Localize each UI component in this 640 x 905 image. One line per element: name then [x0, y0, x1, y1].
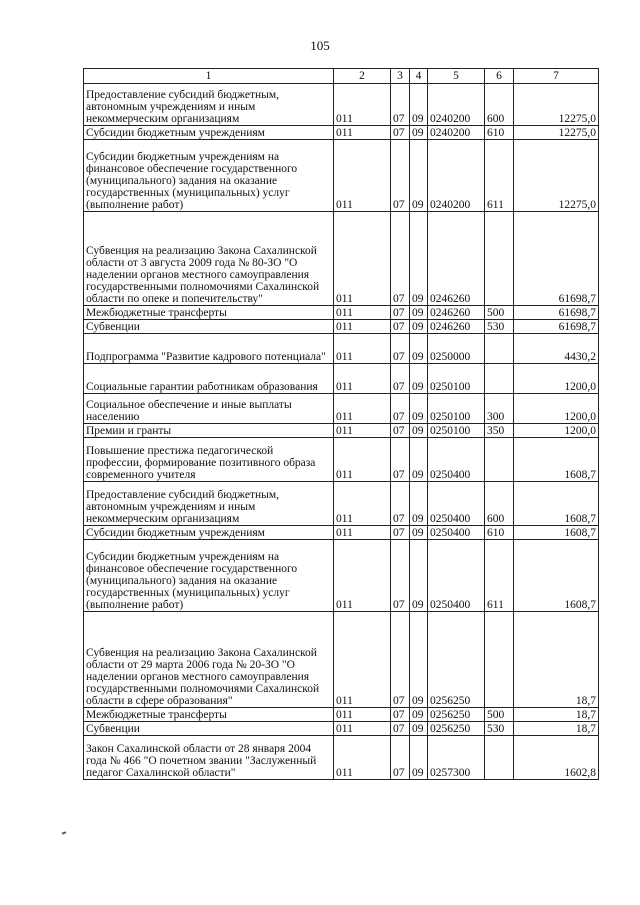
cell-name: Социальное обеспечение и иные выплаты населению: [84, 394, 334, 424]
cell-amount: 1608,7: [514, 482, 599, 526]
cell-ministry: 011: [334, 424, 391, 438]
cell-subsection: 09: [410, 708, 428, 722]
cell-amount: 1200,0: [514, 424, 599, 438]
table-row: [84, 612, 599, 708]
header-cell: 7: [514, 69, 599, 84]
cell-target-code: 0256250: [428, 722, 485, 736]
cell-amount: 1200,0: [514, 394, 599, 424]
header-cell: 4: [410, 69, 428, 84]
table-row: [84, 334, 599, 364]
cell-expense-type: [485, 334, 514, 364]
cell-section: 07: [391, 612, 410, 708]
cell-section: 07: [391, 540, 410, 612]
cell-ministry: 011: [334, 438, 391, 482]
table-row: [84, 438, 599, 482]
cell-amount: 18,7: [514, 708, 599, 722]
cell-ministry: 011: [334, 126, 391, 140]
cell-expense-type: [485, 612, 514, 708]
cell-subsection: 09: [410, 526, 428, 540]
cell-name: Субвенция на реализацию Закона Сахалинской области от 3 августа 2009 года № 80-ЗО "О наделении органов местного самоуправления государственными полномочиями Сахалинской области по опеке и попечительству": [84, 212, 334, 306]
cell-ministry: 011: [334, 736, 391, 780]
cell-target-code: 0250400: [428, 540, 485, 612]
cell-section: 07: [391, 526, 410, 540]
cell-subsection: 09: [410, 334, 428, 364]
cell-subsection: 09: [410, 140, 428, 212]
cell-ministry: 011: [334, 334, 391, 364]
cell-expense-type: 600: [485, 482, 514, 526]
header-cell: 1: [84, 69, 334, 84]
table-row: [84, 526, 599, 540]
cell-name: Подпрограмма "Развитие кадрового потенциала": [84, 334, 334, 364]
header-cell: 2: [334, 69, 391, 84]
cell-expense-type: 611: [485, 140, 514, 212]
cell-section: 07: [391, 334, 410, 364]
cell-ministry: 011: [334, 612, 391, 708]
cell-amount: 61698,7: [514, 306, 599, 320]
cell-section: 07: [391, 140, 410, 212]
cell-name: Повышение престижа педагогической профессии, формирование позитивного образа современного учителя: [84, 438, 334, 482]
cell-target-code: 0240200: [428, 126, 485, 140]
cell-name: Субсидии бюджетным учреждениям: [84, 526, 334, 540]
table-row: [84, 540, 599, 612]
cell-amount: 1200,0: [514, 364, 599, 394]
cell-amount: 12275,0: [514, 126, 599, 140]
cell-section: 07: [391, 212, 410, 306]
cell-amount: 4430,2: [514, 334, 599, 364]
cell-ministry: 011: [334, 526, 391, 540]
cell-target-code: 0246260: [428, 306, 485, 320]
cell-target-code: 0250400: [428, 438, 485, 482]
cell-amount: 18,7: [514, 722, 599, 736]
cell-expense-type: 500: [485, 306, 514, 320]
cell-target-code: 0240200: [428, 140, 485, 212]
cell-target-code: 0250000: [428, 334, 485, 364]
cell-expense-type: 610: [485, 126, 514, 140]
cell-name: Субвенции: [84, 320, 334, 334]
cell-expense-type: 530: [485, 722, 514, 736]
table-row: [84, 736, 599, 780]
cell-ministry: 011: [334, 708, 391, 722]
cell-amount: 61698,7: [514, 320, 599, 334]
table-row: [84, 394, 599, 424]
cell-subsection: 09: [410, 482, 428, 526]
cell-expense-type: 530: [485, 320, 514, 334]
cell-section: 07: [391, 364, 410, 394]
cell-expense-type: 500: [485, 708, 514, 722]
cell-subsection: 09: [410, 320, 428, 334]
cell-name: Субсидии бюджетным учреждениям: [84, 126, 334, 140]
cell-ministry: 011: [334, 722, 391, 736]
cell-target-code: 0250100: [428, 424, 485, 438]
header-cell: 5: [428, 69, 485, 84]
cell-section: 07: [391, 306, 410, 320]
cell-subsection: 09: [410, 612, 428, 708]
page-number: 105: [310, 38, 330, 53]
cell-subsection: 09: [410, 736, 428, 780]
table-body: [84, 84, 599, 780]
scan-speck: [62, 831, 66, 834]
table-row: [84, 306, 599, 320]
cell-target-code: 0250100: [428, 394, 485, 424]
table-row: [84, 212, 599, 306]
cell-ministry: 011: [334, 320, 391, 334]
cell-ministry: 011: [334, 364, 391, 394]
cell-target-code: 0250100: [428, 364, 485, 394]
cell-expense-type: 350: [485, 424, 514, 438]
cell-subsection: 09: [410, 722, 428, 736]
cell-target-code: 0250400: [428, 482, 485, 526]
table-row: [84, 140, 599, 212]
table-row: [84, 126, 599, 140]
header-cell: 3: [391, 69, 410, 84]
cell-ministry: 011: [334, 212, 391, 306]
cell-section: 07: [391, 394, 410, 424]
cell-subsection: 09: [410, 424, 428, 438]
cell-expense-type: [485, 364, 514, 394]
cell-ministry: 011: [334, 540, 391, 612]
table-row: [84, 364, 599, 394]
budget-table: [83, 68, 599, 780]
cell-amount: 12275,0: [514, 84, 599, 126]
cell-subsection: 09: [410, 126, 428, 140]
cell-section: 07: [391, 424, 410, 438]
cell-name: Премии и гранты: [84, 424, 334, 438]
cell-name: Субсидии бюджетным учреждениям на финансовое обеспечение государственного (муниципального) задания на оказание государственных (муниципальных) услуг (выполнение работ): [84, 540, 334, 612]
cell-name: Закон Сахалинской области от 28 января 2004 года № 466 "О почетном звании "Заслуженный педагог Сахалинской области": [84, 736, 334, 780]
cell-target-code: 0256250: [428, 708, 485, 722]
cell-ministry: 011: [334, 306, 391, 320]
cell-section: 07: [391, 84, 410, 126]
cell-expense-type: [485, 736, 514, 780]
cell-target-code: 0246260: [428, 212, 485, 306]
cell-amount: 18,7: [514, 612, 599, 708]
table-row: [84, 722, 599, 736]
cell-name: Предоставление субсидий бюджетным, автономным учреждениям и иным некоммерческим организациям: [84, 84, 334, 126]
cell-section: 07: [391, 482, 410, 526]
cell-name: Межбюджетные трансферты: [84, 708, 334, 722]
cell-name: Межбюджетные трансферты: [84, 306, 334, 320]
cell-ministry: 011: [334, 394, 391, 424]
cell-amount: 12275,0: [514, 140, 599, 212]
cell-amount: 61698,7: [514, 212, 599, 306]
cell-name: Предоставление субсидий бюджетным, автономным учреждениям и иным некоммерческим организациям: [84, 482, 334, 526]
cell-section: 07: [391, 708, 410, 722]
cell-name: Социальные гарантии работникам образования: [84, 364, 334, 394]
cell-target-code: 0246260: [428, 320, 485, 334]
cell-expense-type: 610: [485, 526, 514, 540]
cell-section: 07: [391, 722, 410, 736]
table-header-row: [84, 69, 599, 84]
table-row: [84, 424, 599, 438]
cell-subsection: 09: [410, 540, 428, 612]
cell-section: 07: [391, 320, 410, 334]
cell-ministry: 011: [334, 140, 391, 212]
cell-section: 07: [391, 126, 410, 140]
cell-target-code: 0240200: [428, 84, 485, 126]
header-cell: 6: [485, 69, 514, 84]
cell-subsection: 09: [410, 364, 428, 394]
table-row: [84, 84, 599, 126]
cell-amount: 1602,8: [514, 736, 599, 780]
cell-subsection: 09: [410, 212, 428, 306]
cell-target-code: 0257300: [428, 736, 485, 780]
table-row: [84, 320, 599, 334]
cell-name: Субвенция на реализацию Закона Сахалинской области от 29 марта 2006 года № 20-ЗО "О наделении органов местного самоуправления государственными полномочиями Сахалинской области в сфере образования": [84, 612, 334, 708]
cell-name: Субсидии бюджетным учреждениям на финансовое обеспечение государственного (муниципального) задания на оказание государственных (муниципальных) услуг (выполнение работ): [84, 140, 334, 212]
cell-amount: 1608,7: [514, 438, 599, 482]
cell-expense-type: 611: [485, 540, 514, 612]
cell-subsection: 09: [410, 306, 428, 320]
cell-section: 07: [391, 736, 410, 780]
cell-amount: 1608,7: [514, 540, 599, 612]
table-row: [84, 482, 599, 526]
cell-amount: 1608,7: [514, 526, 599, 540]
cell-expense-type: [485, 438, 514, 482]
cell-expense-type: [485, 212, 514, 306]
cell-subsection: 09: [410, 84, 428, 126]
cell-ministry: 011: [334, 84, 391, 126]
cell-subsection: 09: [410, 394, 428, 424]
cell-expense-type: 300: [485, 394, 514, 424]
cell-subsection: 09: [410, 438, 428, 482]
cell-target-code: 0256250: [428, 612, 485, 708]
cell-target-code: 0250400: [428, 526, 485, 540]
cell-section: 07: [391, 438, 410, 482]
cell-name: Субвенции: [84, 722, 334, 736]
table-row: [84, 708, 599, 722]
cell-ministry: 011: [334, 482, 391, 526]
cell-expense-type: 600: [485, 84, 514, 126]
